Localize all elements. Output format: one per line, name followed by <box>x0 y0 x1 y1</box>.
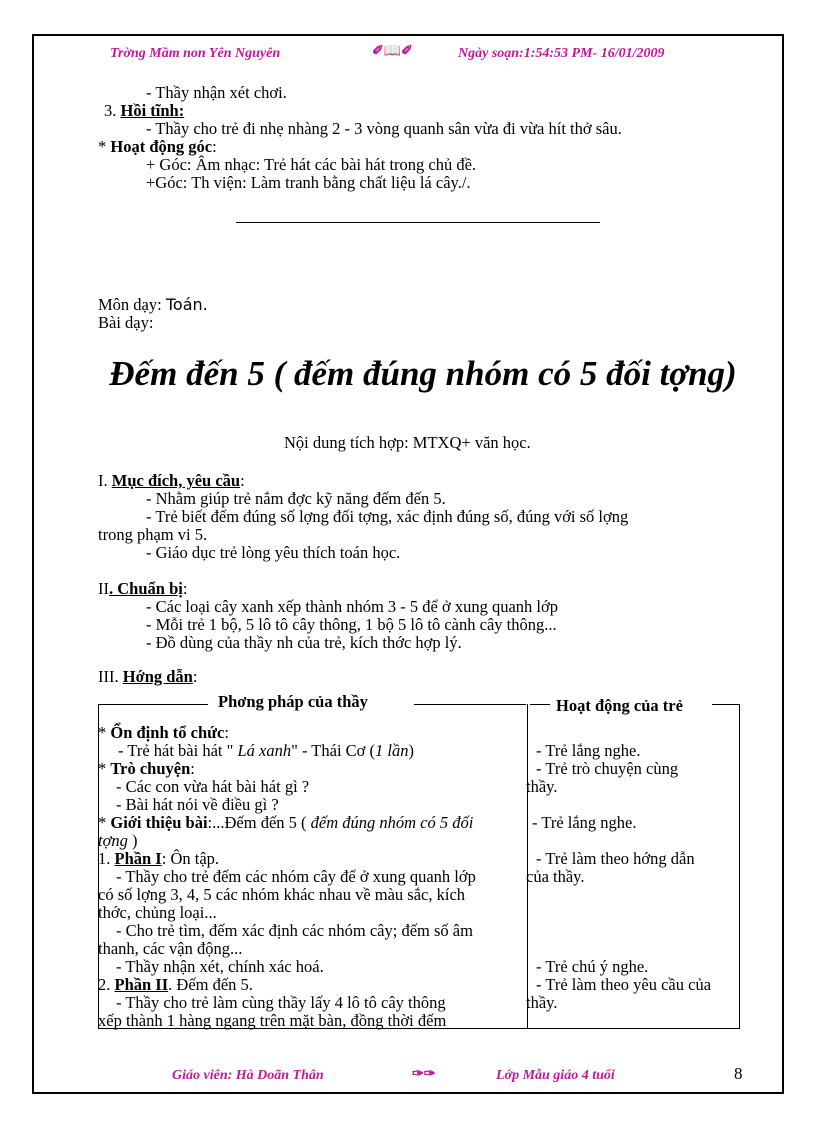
table-cell-line: - Cho trẻ tìm, đếm xác định các nhóm cây; đếm số âm <box>116 921 473 940</box>
bullet: * <box>98 813 111 832</box>
text-line: - Giáo dục trẻ lòng yêu thích toán học. <box>146 543 401 562</box>
song-title: Lá xanh <box>237 741 292 760</box>
number: 1. <box>98 849 115 868</box>
text: " - Thái Cơ ( <box>291 741 376 760</box>
heading-number: II <box>98 579 109 598</box>
table-cell-line <box>98 814 473 832</box>
section-heading <box>98 472 245 490</box>
heading-colon: : <box>182 579 188 598</box>
text-line: +Góc: Th viện: Làm tranh bằng chất liệu lá cây./. <box>146 173 471 192</box>
bullet: * <box>98 759 111 778</box>
footer-teacher: Giáo viên: Hà Doãn Thân <box>172 1068 324 1083</box>
lesson-label: Bài dạy: <box>98 313 154 332</box>
header-date: Ngày soạn:1:54:53 PM- 16/01/2009 <box>458 46 665 61</box>
table-cell-line: - Thầy nhận xét, chính xác hoá. <box>116 957 324 976</box>
text: . Đếm đến 5. <box>168 975 253 994</box>
heading-number: 3. <box>104 101 121 120</box>
text: đếm đúng nhóm có 5 đối <box>310 813 474 832</box>
table-cell-line <box>98 724 229 742</box>
header-school: Trờng Mầm non Yên Nguyên <box>110 46 281 61</box>
text: ) <box>408 741 414 760</box>
text: 1 lần <box>375 741 409 760</box>
text-line: - Các loại cây xanh xếp thành nhóm 3 - 5 để ở xung quanh lớp <box>146 597 558 616</box>
heading-colon: : <box>192 667 198 686</box>
table-cell-line: thớc, chủng loại... <box>98 903 217 922</box>
number: 2. <box>98 975 115 994</box>
separator-line <box>236 222 600 223</box>
heading-text: Hồi tĩnh: <box>120 101 185 120</box>
table-cell-line: - Trẻ lắng nghe. <box>532 813 637 832</box>
table-cell-line: - Thầy cho trẻ làm cùng thầy lấy 4 lô tô cây thông <box>116 993 446 1012</box>
colon: : <box>224 723 229 742</box>
section-heading <box>98 668 197 686</box>
heading-colon: : <box>240 471 245 490</box>
table-cell-line: thầy. <box>526 993 558 1012</box>
table-cell-line: - Trẻ trò chuyện cùng <box>536 759 679 778</box>
heading-text: Hớng dẫn <box>122 667 193 686</box>
heading-number: I. <box>98 471 112 490</box>
section-heading <box>104 102 184 120</box>
text-line: trong phạm vi 5. <box>98 525 208 544</box>
page-number: 8 <box>734 1064 743 1083</box>
table-cell-line <box>118 742 414 760</box>
subject-line <box>98 296 208 314</box>
table-cell-line: - Trẻ chú ý nghe. <box>536 957 649 976</box>
bullet: * <box>98 723 111 742</box>
heading-text: Hoạt động góc <box>110 137 213 156</box>
text: ) <box>127 831 138 850</box>
text: tợng <box>98 831 128 850</box>
heading-text: . Chuẩn bị <box>109 579 183 598</box>
table-cell-line: - Trẻ lắng nghe. <box>536 741 641 760</box>
table-cell-line: thầy. <box>526 777 558 796</box>
table-cell-line <box>98 832 138 850</box>
text-line: - Đồ dùng của thầy nh của trẻ, kích thớc hợp lý. <box>146 633 462 652</box>
table-header-teacher: Phơng pháp của thầy <box>212 692 374 712</box>
text-line: + Góc: Âm nhạc: Trẻ hát các bài hát trong chủ đề. <box>146 155 477 174</box>
table-cell-line: thanh, các vận động... <box>98 939 243 958</box>
integration-line: Nội dung tích hợp: MTXQ+ văn học. <box>284 433 531 452</box>
cell-heading: Phần I <box>114 849 162 868</box>
heading-number: III. <box>98 667 123 686</box>
text-line: - Trẻ biết đếm đúng số lợng đối tợng, xác định đúng số, đúng với số lợng <box>146 507 629 526</box>
table-cell-line: - Các con vừa hát bài hát gì ? <box>116 777 310 796</box>
table-cell-line: xếp thành 1 hàng ngang trên mặt bàn, đồng thời đếm <box>98 1011 447 1030</box>
cell-heading: Giới thiệu bài <box>110 813 208 832</box>
table-header-children: Hoạt động của trẻ <box>550 696 689 716</box>
table-column-divider <box>527 704 528 1028</box>
footer-class: Lớp Mẫu giáo 4 tuổi <box>496 1068 615 1083</box>
table-cell-line: - Trẻ làm theo hớng dẫn <box>536 849 695 868</box>
text-line: - Thầy nhận xét chơi. <box>146 83 287 102</box>
table-cell-line: - Thầy cho trẻ đếm các nhóm cây để ở xung quanh lớp <box>116 867 476 886</box>
table-cell-line: của thầy. <box>526 867 585 886</box>
lesson-title: Đếm đến 5 ( đếm đúng nhóm có 5 đối tợng) <box>109 354 737 393</box>
footer-ornament: ✑✑ <box>412 1067 436 1082</box>
heading-bullet: * <box>98 137 111 156</box>
text: : Ôn tập. <box>161 849 220 868</box>
heading-colon: : <box>212 137 217 156</box>
table-cell-line <box>98 976 253 994</box>
colon: : <box>190 759 195 778</box>
text-line: - Thầy cho trẻ đi nhẹ nhàng 2 - 3 vòng quanh sân vừa đi vừa hít thở sâu. <box>146 119 622 138</box>
cell-heading: Phần II <box>114 975 169 994</box>
table-cell-line <box>98 760 195 778</box>
table-cell-line: - Bài hát nói về điều gì ? <box>116 795 279 814</box>
text-line: - Mỗi trẻ 1 bộ, 5 lô tô cây thông, 1 bộ 5 lô tô cành cây thông... <box>146 615 557 634</box>
text-line: - Nhằm giúp trẻ nắm đợc kỹ năng đếm đến 5. <box>146 489 446 508</box>
cell-heading: Ổn định tổ chức <box>110 723 225 742</box>
table-cell-line: có số lợng 3, 4, 5 các nhóm khác nhau về màu sắc, kích <box>98 885 466 904</box>
section-heading <box>98 138 217 156</box>
text: :...Đếm đến 5 ( <box>207 813 311 832</box>
cell-heading: Trò chuyện <box>110 759 191 778</box>
text: - Trẻ hát bài hát " <box>118 741 238 760</box>
subject-value: Toán. <box>165 295 208 314</box>
subject-label: Môn dạy: <box>98 295 166 314</box>
section-heading <box>98 580 187 598</box>
table-cell-line <box>98 850 219 868</box>
header-ornament: ✐📖✐ <box>372 44 413 59</box>
heading-text: Mục đích, yêu cầu <box>111 471 241 490</box>
table-cell-line: - Trẻ làm theo yêu cầu của <box>536 975 712 994</box>
